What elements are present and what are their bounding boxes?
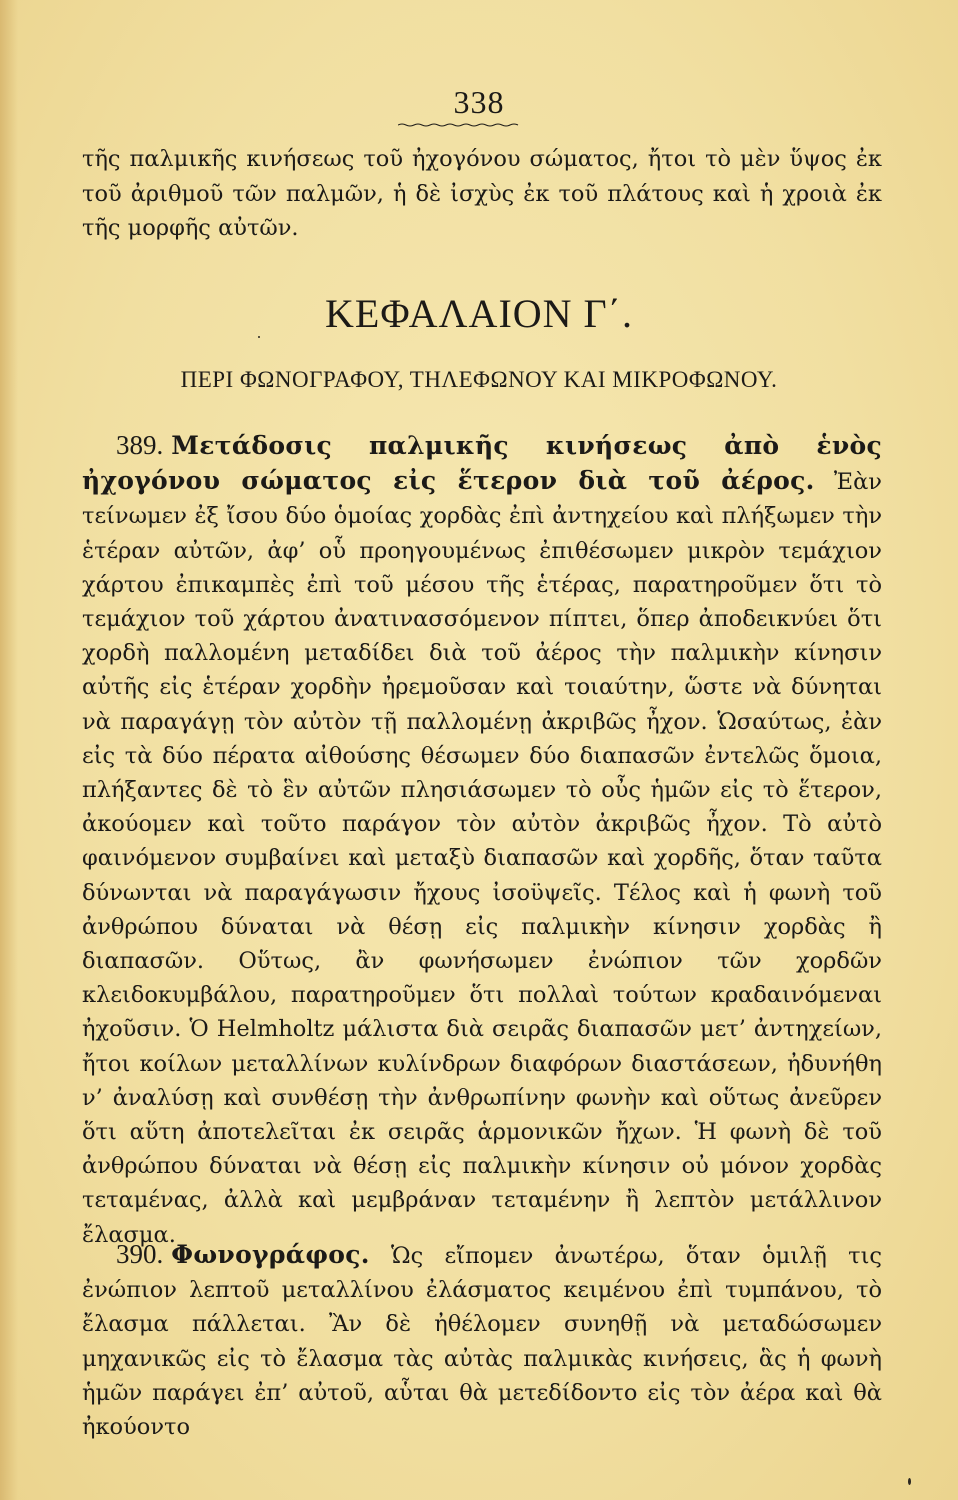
page-number-ornament — [398, 123, 522, 127]
intro-line: τοῦ ἀριθμοῦ τῶν παλμῶν, ἡ δὲ ἰσχὺς ἐκ τοῦ πλάτους καὶ ἡ χροιὰ ἐκ — [82, 180, 882, 207]
section-number: 389. — [116, 430, 164, 460]
section-389 — [82, 428, 882, 1252]
section-title: Φωνογράφος. — [171, 1240, 370, 1269]
section-body: Ὡς εἴπομεν ἀνωτέρω, ὅταν ὁμιλῇ τις ἐνώπιον λεπτοῦ μεταλλίνου ἐλάσματος κειμένου ἐπὶ τυμπάνου, τὸ ἔλασμα πάλλεται. Ἂν δὲ ἠθέλομεν συνηθῇ νὰ μεταδώσωμεν μηχανικῶς εἰς τὸ ἔλασμα τὰς αὐτὰς παλμικὰς κινήσεις, ἃς ἡ φωνὴ ἡμῶν παράγει ἐπ’ αὐτοῦ, αὗται θὰ μετεδίδοντο εἰς τὸν ἀέρα καὶ θὰ ἠκούοντο — [82, 1243, 882, 1441]
paper-speck — [908, 1478, 911, 1485]
chapter-heading: ΚΕΦΑΛΑΙΟΝ Γ΄. — [325, 291, 633, 336]
intro-line: τῆς παλμικῆς κινήσεως τοῦ ἠχογόνου σώματος, ἤτοι τὸ μὲν ὕψος ἐκ — [82, 146, 882, 172]
section-number: 390. — [116, 1239, 164, 1269]
section-body: Ἐὰν τείνωμεν ἐξ ἴσου δύο ὁμοίας χορδὰς ἐπὶ ἀντηχείου καὶ πλήξωμεν τὴν ἑτέραν αὐτῶν, ἀφ’ οὗ προηγουμένως ἐπιθέσωμεν μικρὸν τεμάχιον χάρτου ἐπικαμπὲς ἐπὶ τοῦ μέσου τῆς ἑτέρας, παρατηροῦμεν ὅτι τὸ τεμάχιον τοῦ χάρτου ἀνατινασσόμενον πίπτει, ὅπερ ἀποδεικνύει ὅτι χορδὴ παλλομένη μεταδίδει διὰ τοῦ ἀέρος τὴν παλμικὴν κίνησιν αὐτῆς εἰς ἑτέραν χορδὴν ἠρεμοῦσαν καὶ τοιαύτην, ὥστε νὰ δύνηται νὰ παραγάγῃ τὸν αὐτὸν τῇ παλλομένῃ ἀκριβῶς ἦχον. Ὡσαύτως, ἐὰν εἰς τὰ δύο πέρατα αἰθούσης θέσωμεν δύο διαπασῶν ἐντελῶς ὅμοια, πλήξαντες δὲ τὸ ἓν αὐτῶν πλησιάσωμεν τὸ οὖς ἡμῶν εἰς τὸ ἕτερον, ἀκούομεν καὶ τοῦτο παράγον τὸν αὐτὸν ἀκριβῶς ἦχον. Τὸ αὐτὸ φαινόμενον συμβαίνει καὶ μεταξὺ διαπασῶν καὶ χορδῆς, ὅταν ταῦτα δύνωνται νὰ παραγάγωσιν ἤχους ἰσοϋψεῖς. Τέλος καὶ ἡ φωνὴ τοῦ ἀνθρώπου δύναται νὰ θέσῃ εἰς παλμικὴν κίνησιν χορδὰς ἢ διαπασῶν. Οὕτως, ἂν φωνήσωμεν ἐνώπιον τῶν χορδῶν κλειδοκυμβάλου, παρατηροῦμεν ὅτι πολλαὶ τούτων κραδαινόμεναι ἠχοῦσιν. Ὁ Helmholtz μάλιστα διὰ σειρᾶς διαπασῶν μετ’ ἀντηχείων, ἤτοι κοίλων μεταλλίνων κυλίνδρων διαφόρων διαστάσεων, ἠδυνήθη ν’ ἀναλύσῃ καὶ συνθέσῃ τὴν ἀνθρωπίνην φωνὴν καὶ οὕτως ἀνεῦρεν ὅτι αὕτη ἀποτελεῖται ἐκ σειρᾶς ἁρμονικῶν ἤχων. Ἡ φωνὴ δὲ τοῦ ἀνθρώπου δύναται νὰ θέσῃ εἰς παλμικὴν κίνησιν οὐ μόνον χορδὰς τεταμένας, ἀλλὰ καὶ μεμβράναν τεταμένην ἢ λεπτὸν μετάλλινον ἔλασμα. — [82, 469, 882, 1248]
chapter-subtitle: ΠΕΡΙ ΦΩΝΟΓΡΑΦΟΥ, ΤΗΛΕΦΩΝΟΥ ΚΑΙ ΜΙΚΡΟΦΩΝΟΥ. — [180, 367, 778, 392]
page-number: 338 — [453, 84, 505, 120]
section-title: Μετάδοσις παλμικῆς κινήσεως ἀπὸ ἑνὸς ἠχογόνου σώματος εἰς ἕτερον διὰ τοῦ ἀέρος. — [82, 431, 882, 496]
intro-paragraph — [82, 142, 882, 246]
page-edge-shadow — [0, 0, 18, 1500]
section-390 — [82, 1237, 882, 1444]
paper-speck — [258, 336, 260, 338]
intro-line: τῆς μορφῆς αὐτῶν. — [82, 215, 299, 242]
